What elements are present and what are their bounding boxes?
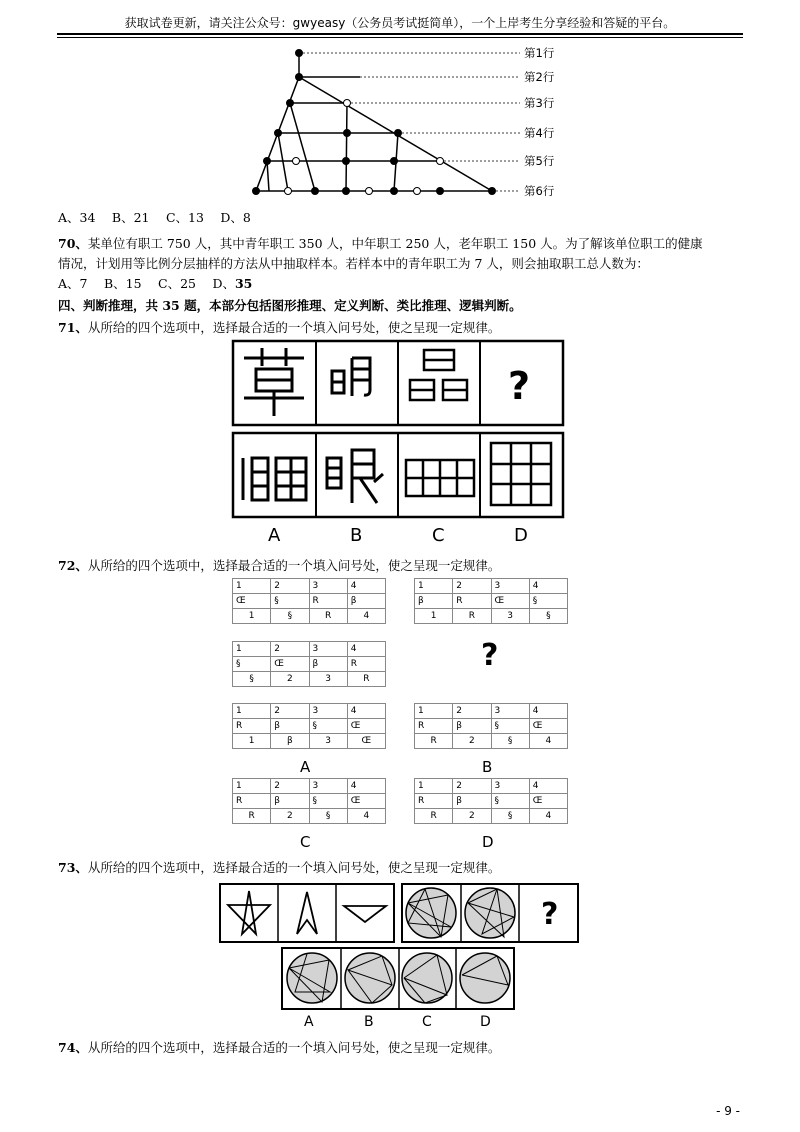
table-cell: 2 [271,779,309,794]
table-cell: 3 [309,642,347,657]
table-cell: 4 [347,809,385,824]
option-d-label: D [480,1014,491,1030]
table-cell: R [453,594,491,609]
table-cell: 1 [233,734,271,749]
table-cell: β [347,594,385,609]
table-cell: 4 [347,779,385,794]
table-cell: 4 [529,779,567,794]
symbol-table [414,703,568,749]
table-row [233,809,386,824]
table-row [415,719,568,734]
row-label: 第5行 [524,154,555,168]
q73-text: 从所给的四个选项中，选择最合适的一个填入问号处，使之呈现一定规律。 [87,860,501,875]
symbol-table [232,641,386,687]
row-label: 第1行 [524,46,555,60]
table-cell: § [233,672,271,687]
table-cell: R [415,809,453,824]
table-cell: 4 [529,704,567,719]
q69-options: A、34 B、21 C、13 D、8 [58,210,251,225]
q73-number: 73、 [58,860,88,875]
table-row [233,609,386,624]
option-a-label: A [300,758,311,776]
table-cell: § [529,594,567,609]
triangle-figure [240,38,580,203]
table-cell: Œ [491,594,529,609]
table-cell: R [309,594,347,609]
table-row [415,794,568,809]
row-label: 第3行 [524,96,555,110]
table-cell: § [271,594,309,609]
table-cell: β [271,719,309,734]
table-row [233,642,386,657]
page-header: 获取试卷更新，请关注公众号：gwyeasy（公务员考试挺简单），一个上岸考生分享经验和答疑的平台。 [124,16,676,30]
table-cell: β [271,794,309,809]
table-cell: R [233,794,271,809]
table-cell: 3 [309,779,347,794]
q72-text: 从所给的四个选项中，选择最合适的一个填入问号处，使之呈现一定规律。 [87,558,501,573]
q70-text1: 某单位有职工 750 人，其中青年职工 350 人，中年职工 250 人，老年职工 150 人。为了解该单位职工的健康 [87,236,703,251]
table-cell: R [415,734,453,749]
q70-line2: 情况，计划用等比例分层抽样的方法从中抽取样本。若样本中的青年职工为 7 人，则会抽取职工总人数为： [58,256,649,271]
option-b-label: B [350,525,363,546]
table-cell: Œ [271,657,309,672]
table-cell: 2 [453,779,491,794]
table-cell: R [309,609,347,624]
table-row [415,579,568,594]
table-cell: 1 [233,609,271,624]
q70-line1 [58,234,703,252]
table-cell: 2 [271,672,309,687]
table-cell: 2 [271,704,309,719]
table-cell: R [347,657,385,672]
row-label: 第4行 [524,126,555,140]
table-cell: § [309,794,347,809]
q73-stem [58,858,500,876]
header-rule [57,33,743,35]
question-mark: ? [481,638,499,673]
table-cell: 2 [453,704,491,719]
table-cell: 2 [271,579,309,594]
table-row [233,672,386,687]
table-cell: Œ [529,794,567,809]
q71-figure [230,338,570,548]
table-cell: β [415,594,453,609]
table-cell: 1 [415,704,453,719]
table-row [233,594,386,609]
table-row [415,594,568,609]
table-cell: 3 [309,672,347,687]
table-cell: § [529,609,567,624]
table-cell: § [309,809,347,824]
q70-option-d: 35 [234,276,253,291]
table-cell: 1 [415,579,453,594]
table-row [233,579,386,594]
table-cell: 2 [271,809,309,824]
table-cell: 3 [491,704,529,719]
table-cell: Œ [347,794,385,809]
q70-options [58,274,252,292]
table-cell: 4 [347,609,385,624]
table-cell: 3 [491,779,529,794]
question-mark: ? [541,897,559,932]
symbol-table [232,778,386,824]
table-cell: R [415,794,453,809]
table-row [415,809,568,824]
table-cell: 1 [233,704,271,719]
table-cell: 3 [491,609,529,624]
q70-options-text: A、7 B、15 C、25 D、 [58,276,235,291]
table-cell: Œ [233,594,271,609]
table-cell: 1 [233,779,271,794]
table-cell: R [347,672,385,687]
table-row [233,734,386,749]
section-heading: 四、判断推理，共 35 题，本部分包括图形推理、定义判断、类比推理、逻辑判断。 [58,298,522,313]
table-cell: R [453,609,491,624]
option-c-label: C [422,1014,432,1030]
option-d-label: D [482,833,494,851]
table-cell: 1 [233,579,271,594]
option-b-label: B [364,1014,374,1030]
table-cell: § [491,794,529,809]
table-row [233,704,386,719]
table-cell: § [491,719,529,734]
table-cell: 4 [529,579,567,594]
table-cell: R [415,719,453,734]
table-row [415,609,568,624]
table-cell: § [309,719,347,734]
table-cell: 3 [491,579,529,594]
table-cell: 2 [271,642,309,657]
table-cell: 4 [529,809,567,824]
table-row [233,719,386,734]
option-a-label: A [268,525,281,546]
table-row [415,734,568,749]
table-row [233,657,386,672]
table-cell: Œ [347,734,385,749]
table-cell: 4 [347,579,385,594]
table-cell: § [491,734,529,749]
table-cell: § [271,609,309,624]
table-cell: 4 [529,734,567,749]
table-cell: 2 [453,579,491,594]
q71-number: 71、 [58,320,88,335]
row-label: 第2行 [524,70,555,84]
symbol-table [414,778,568,824]
table-cell: β [453,719,491,734]
table-cell: 1 [415,779,453,794]
q70-number: 70、 [58,236,88,251]
table-cell: § [491,809,529,824]
table-cell: Œ [347,719,385,734]
q74-stem [58,1038,500,1056]
table-cell: 1 [415,609,453,624]
table-row [233,794,386,809]
q73-figure [215,880,585,1015]
option-c-label: C [300,833,311,851]
q71-stem [58,318,500,336]
table-cell: 3 [309,579,347,594]
row-label: 第6行 [524,184,555,198]
table-cell: β [453,794,491,809]
table-cell: 3 [309,704,347,719]
page-number: - 9 - [716,1104,740,1118]
option-a-label: A [304,1014,314,1030]
symbol-table [232,578,386,624]
table-cell: § [233,657,271,672]
table-cell: R [233,719,271,734]
q72-stem [58,556,500,574]
table-cell: R [233,809,271,824]
option-d-label: D [514,525,528,546]
table-row [415,779,568,794]
table-cell: 1 [233,642,271,657]
q71-text: 从所给的四个选项中，选择最合适的一个填入问号处，使之呈现一定规律。 [87,320,501,335]
symbol-table [414,578,568,624]
table-cell: 3 [309,734,347,749]
option-c-label: C [432,525,445,546]
table-cell: 2 [453,734,491,749]
question-mark: ? [508,364,531,408]
table-row [415,704,568,719]
table-row [233,779,386,794]
table-cell: 4 [347,642,385,657]
q74-number: 74、 [58,1040,88,1055]
symbol-table [232,703,386,749]
table-cell: 2 [453,809,491,824]
table-cell: β [271,734,309,749]
q72-number: 72、 [58,558,88,573]
table-cell: Œ [529,719,567,734]
table-cell: β [309,657,347,672]
q74-text: 从所给的四个选项中，选择最合适的一个填入问号处，使之呈现一定规律。 [87,1040,501,1055]
table-cell: 4 [347,704,385,719]
option-b-label: B [482,758,493,776]
